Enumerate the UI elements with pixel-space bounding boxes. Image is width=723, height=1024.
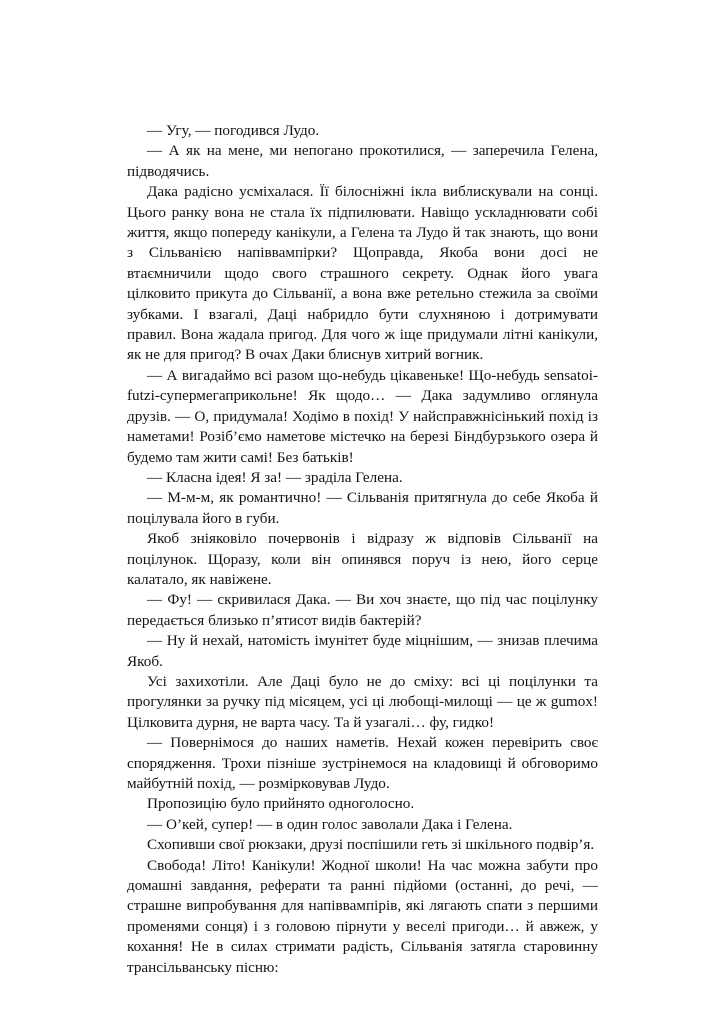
paragraph: — А вигадаймо всі разом що-небудь цікавеньке! Що-небудь sensatoi-futzi-супермегаприкольне! Як щодо… — Дака задумливо оглянула друзів. — О, придумала! Ходімо в похід! У найсправжнісінький похід із наметами! Розіб’ємо наметове містечко на березі Біндбурзького озера й будемо там жити самі! Без батьків! (127, 366, 598, 466)
paragraph: — Фу! — скривилася Дака. — Ви хоч знаєте, що під час поцілунку передається близько п’ятисот видів бактерій? (127, 591, 598, 629)
paragraph: Схопивши свої рюкзаки, друзі поспішили геть зі шкільного подвір’я. (147, 836, 595, 854)
paragraph: Якоб зніяковіло почервонів і відразу ж відповів Сільванії на поцілунок. Щоразу, коли він опинявся поруч із нею, його серце калатало, як навіжене. (127, 530, 598, 588)
paragraph: Свобода! Літо! Канікули! Жодної школи! На час можна забути про домашні завдання, реферати та ранні підйоми (останні, до речі, — страшне випробування для напіввампірів, які лягають спати з першими променями сонця) і з головою пірнути у веселі пригоди… й авжеж, у кохання! Не в силах стримати радість, Сільванія затягла старовинну трансільванську пісню: (127, 856, 598, 976)
paragraph: — О’кей, супер! — в один голос заволали Дака і Гелена. (147, 815, 513, 833)
paragraph: — А як на мене, ми непогано прокотилися, — заперечила Гелена, підводячись. (127, 142, 598, 180)
paragraph: — Класна ідея! Я за! — зраділа Гелена. (147, 468, 403, 486)
paragraph: — Ну й нехай, натомість імунітет буде міцнішим, — знизав плечима Якоб. (127, 632, 598, 670)
paragraph: — М-м-м, як романтично! — Сільванія притягнула до себе Якоба й поцілувала його в губи. (127, 489, 598, 527)
paragraph: — Повернімося до наших наметів. Нехай кожен перевірить своє спорядження. Трохи пізніше зустрінемося на кладовищі й обговоримо майбутній похід, — розмірковував Лудо. (127, 734, 598, 792)
paragraph: Дака радісно усміхалася. Її білосніжні ікла виблискували на сонці. Цього ранку вона не стала їх підпилювати. Навіщо ускладнювати собі життя, якщо попереду канікули, а Гелена та Лудо й так знають, що вони з Сільванією напіввампірки? Щоправда, Якоба вони досі не втаємничили щодо свого страшного секрету. Однак його увага цілковито прикута до Сільванії, а вона вже ретельно стежила за своїми зубками. І взагалі, Даці набридло бути слухняною і дотримувати правил. Вона жадала пригод. Для чого ж іще придумали літні канікули, як не для пригод? В очах Даки блиснув хитрий вогник. (127, 183, 598, 364)
text-body (127, 121, 598, 978)
paragraph: — Угу, — погодився Лудо. (147, 122, 320, 139)
paragraph: Пропозицію було прийнято одноголосно. (147, 795, 415, 813)
paragraph: Усі захихотіли. Але Даці було не до сміху: всі ці поцілунки та прогулянки за ручку під місяцем, усі ці любощі-милощі — це ж gumox! Цілковита дурня, не варта часу. Та й узагалі… фу, гидко! (127, 672, 598, 731)
